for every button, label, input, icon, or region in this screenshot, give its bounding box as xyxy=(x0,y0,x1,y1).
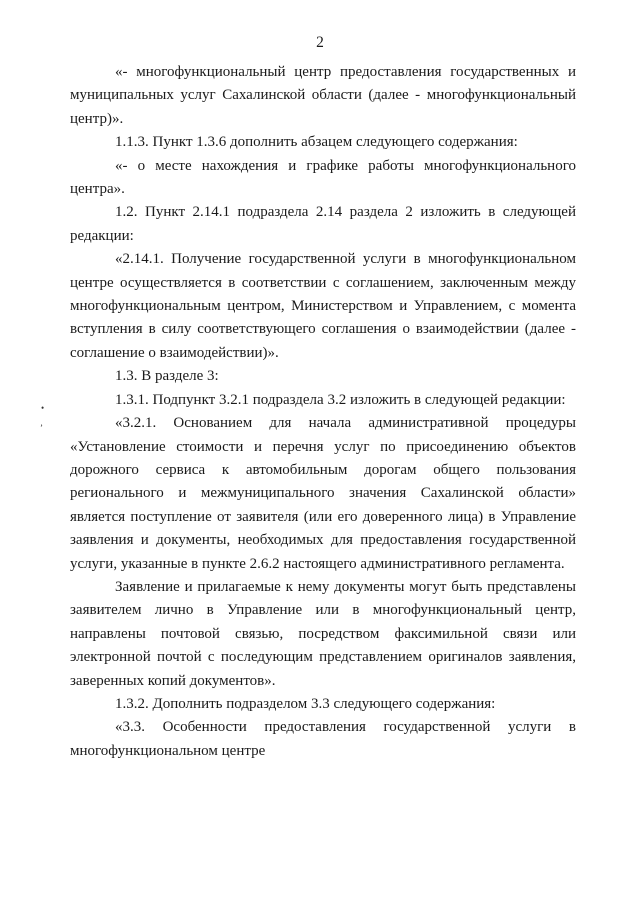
paragraph-mfc-definition: «- многофункциональный центр предоставления государственных и муниципальных услуг Сахалинской области (далее - многофункциональный центр)». xyxy=(70,64,576,127)
margin-mark-dot: • xyxy=(41,403,45,413)
page-number: 2 xyxy=(316,34,324,51)
paragraph-3-2-1: «3.2.1. Основанием для начала административной процедуры «Установление стоимости и перечня услуг по присоединению объектов дорожного сервиса к автомобильным дорогам общего пользования регионального и межмуниципального значения Сахалинской области» является поступление от заявителя (или его доверенного лица) в Управление заявления и документы, необходимых для предоставления государственной услуги, указанные в пункте 2.6.2 настоящего административного регламента. xyxy=(70,415,576,572)
paragraph-2-14-1: «2.14.1. Получение государственной услуги в многофункциональном центре осуществляется в соответствии с соглашением, заключенным между многофункциональным центром, Министерством и Управлением, с момента вступления в силу соответствующего соглашения о взаимодействии (далее - соглашение о взаимодействии)». xyxy=(70,251,576,361)
paragraph-mfc-location: «- о месте нахождения и графике работы многофункционального центра». xyxy=(70,157,576,198)
paragraph-1-1-3: 1.1.3. Пункт 1.3.6 дополнить абзацем следующего содержания: xyxy=(115,134,518,151)
paragraph-application-submission: Заявление и прилагаемые к нему документы могут быть представлены заявителем лично в Управление или в многофункциональный центр, направлены почтовой связью, посредством факсимильной связи или электронной почтой с последующим представлением оригиналов заявления, заверенных копий документов». xyxy=(70,578,576,689)
paragraph-1-3-2: 1.3.2. Дополнить подразделом 3.3 следующего содержания: xyxy=(115,695,496,712)
paragraph-3-3: «3.3. Особенности предоставления государственной услуги в многофункциональном центре xyxy=(70,719,576,759)
document-body xyxy=(70,61,576,763)
paragraph-1-3: 1.3. В разделе 3: xyxy=(115,368,219,385)
paragraph-1-2: 1.2. Пункт 2.14.1 подраздела 2.14 раздела 2 изложить в следующей редакции: xyxy=(70,204,576,244)
margin-mark-tick: ʼ xyxy=(40,423,43,433)
paragraph-1-3-1: 1.3.1. Подпункт 3.2.1 подраздела 3.2 изложить в следующей редакции: xyxy=(115,391,566,408)
